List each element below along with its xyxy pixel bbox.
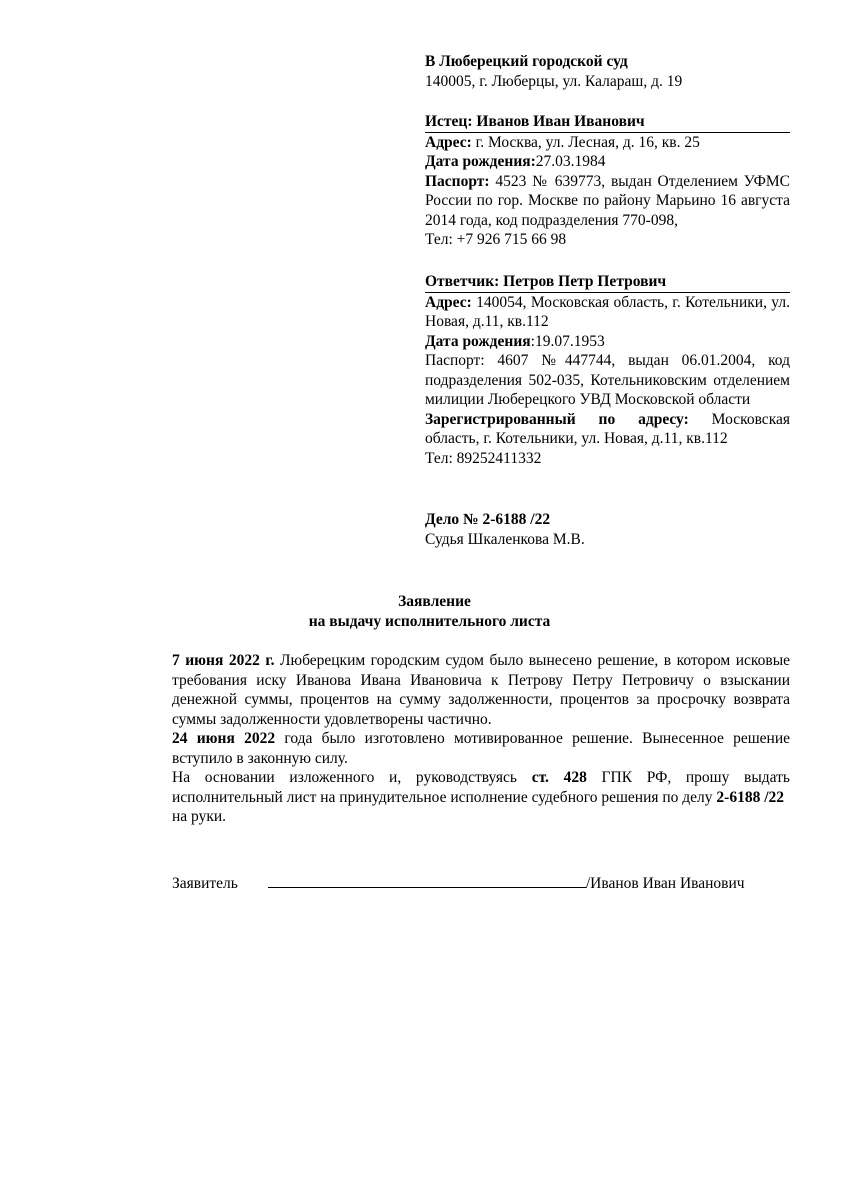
title-line-2: на выдачу исполнительного листа [308, 612, 551, 630]
p3-text-a: На основании изложенного и, руководствуясь [172, 769, 532, 786]
signature-name: /Иванов Иван Иванович [585, 875, 745, 892]
plaintiff-address-label: Адрес: [425, 133, 472, 151]
case-block [425, 510, 790, 549]
paragraph-2 [172, 729, 790, 768]
paragraph-3 [172, 768, 790, 827]
p3-text-c: на руки. [172, 808, 227, 825]
defendant-dob [425, 332, 790, 352]
p1-text: Люберецким городским судом было вынесено решение, в котором исковые требования иску Иванова Ивана Ивановича к Петрову Петру Петровичу о взыскании денежной суммы, процентов на сумму задолженности, процентов за просрочку возврата суммы задолженности удовлетворены частично. [172, 652, 790, 728]
court-address: 140005, г. Люберцы, ул. Калараш, д. 19 [425, 72, 683, 90]
signature-line [268, 872, 586, 888]
document-title [0, 592, 849, 631]
defendant-phone: Тел: 89252411332 [425, 449, 542, 467]
case-judge: Судья Шкаленкова М.В. [425, 530, 585, 548]
defendant-address-label: Адрес: [425, 293, 472, 311]
court-block [425, 52, 790, 91]
p3-case: 2-6188 /22 [716, 788, 785, 806]
defendant-passport: Паспорт: 4607 №447744, выдан 06.01.2004, код подразделения 502-035, Котельниковским отделением милиции Люберецкого УВД Московской области [425, 352, 790, 408]
plaintiff-dob-value: 27.03.1984 [535, 153, 606, 170]
defendant-dob-label: Дата рождения [425, 332, 531, 350]
plaintiff-dob [425, 152, 790, 172]
paragraph-1 [172, 651, 790, 729]
defendant-heading: Ответчик: Петров Петр Петрович [425, 272, 790, 293]
plaintiff-phone: Тел: +7 926 715 66 98 [425, 231, 567, 248]
plaintiff-block [425, 112, 790, 250]
p2-date: 24 июня 2022 [172, 730, 276, 747]
p3-text-b: ГПК РФ, прошу выдать исполнительный лист на принудительное исполнение судебного решения по делу [172, 769, 791, 806]
defendant-registered-label: Зарегистрированный по адресу: [425, 410, 689, 428]
plaintiff-passport-value: 4523 № 639773, выдан Отделением УФМС России по гор. Москве по району Марьино 16 августа 2014 года, код подразделения 770-098, [425, 172, 790, 229]
defendant-block [425, 272, 790, 468]
plaintiff-dob-label: Дата рождения: [425, 153, 536, 170]
defendant-address [425, 293, 790, 332]
defendant-registered-value: Московская область, г. Котельники, ул. Новая, д.11, кв.112 [425, 410, 790, 447]
plaintiff-passport-label: Паспорт: [425, 172, 490, 190]
plaintiff-heading: Истец: Иванов Иван Иванович [425, 112, 790, 133]
plaintiff-address [425, 133, 790, 153]
plaintiff-passport [425, 172, 790, 231]
title-line-1: Заявление [398, 593, 471, 610]
court-name: В Люберецкий городской суд [425, 53, 628, 70]
defendant-address-value: 140054, Московская область, г. Котельники, ул. Новая, д.11, кв.112 [425, 293, 790, 330]
defendant-dob-value: :19.07.1953 [530, 332, 605, 350]
p2-text: года было изготовлено мотивированное решение. Вынесенное решение вступило в законную силу. [172, 730, 790, 767]
p3-article: ст. 428 [531, 769, 587, 786]
p1-date: 7 июня 2022 г. [172, 652, 275, 669]
defendant-registered [425, 410, 790, 449]
signature-block [172, 872, 790, 894]
signature-label: Заявитель [172, 875, 238, 892]
plaintiff-address-value: г. Москва, ул. Лесная, д. 16, кв. 25 [471, 133, 700, 151]
case-number: Дело № 2-6188 /22 [425, 511, 551, 528]
document-body [172, 651, 790, 827]
